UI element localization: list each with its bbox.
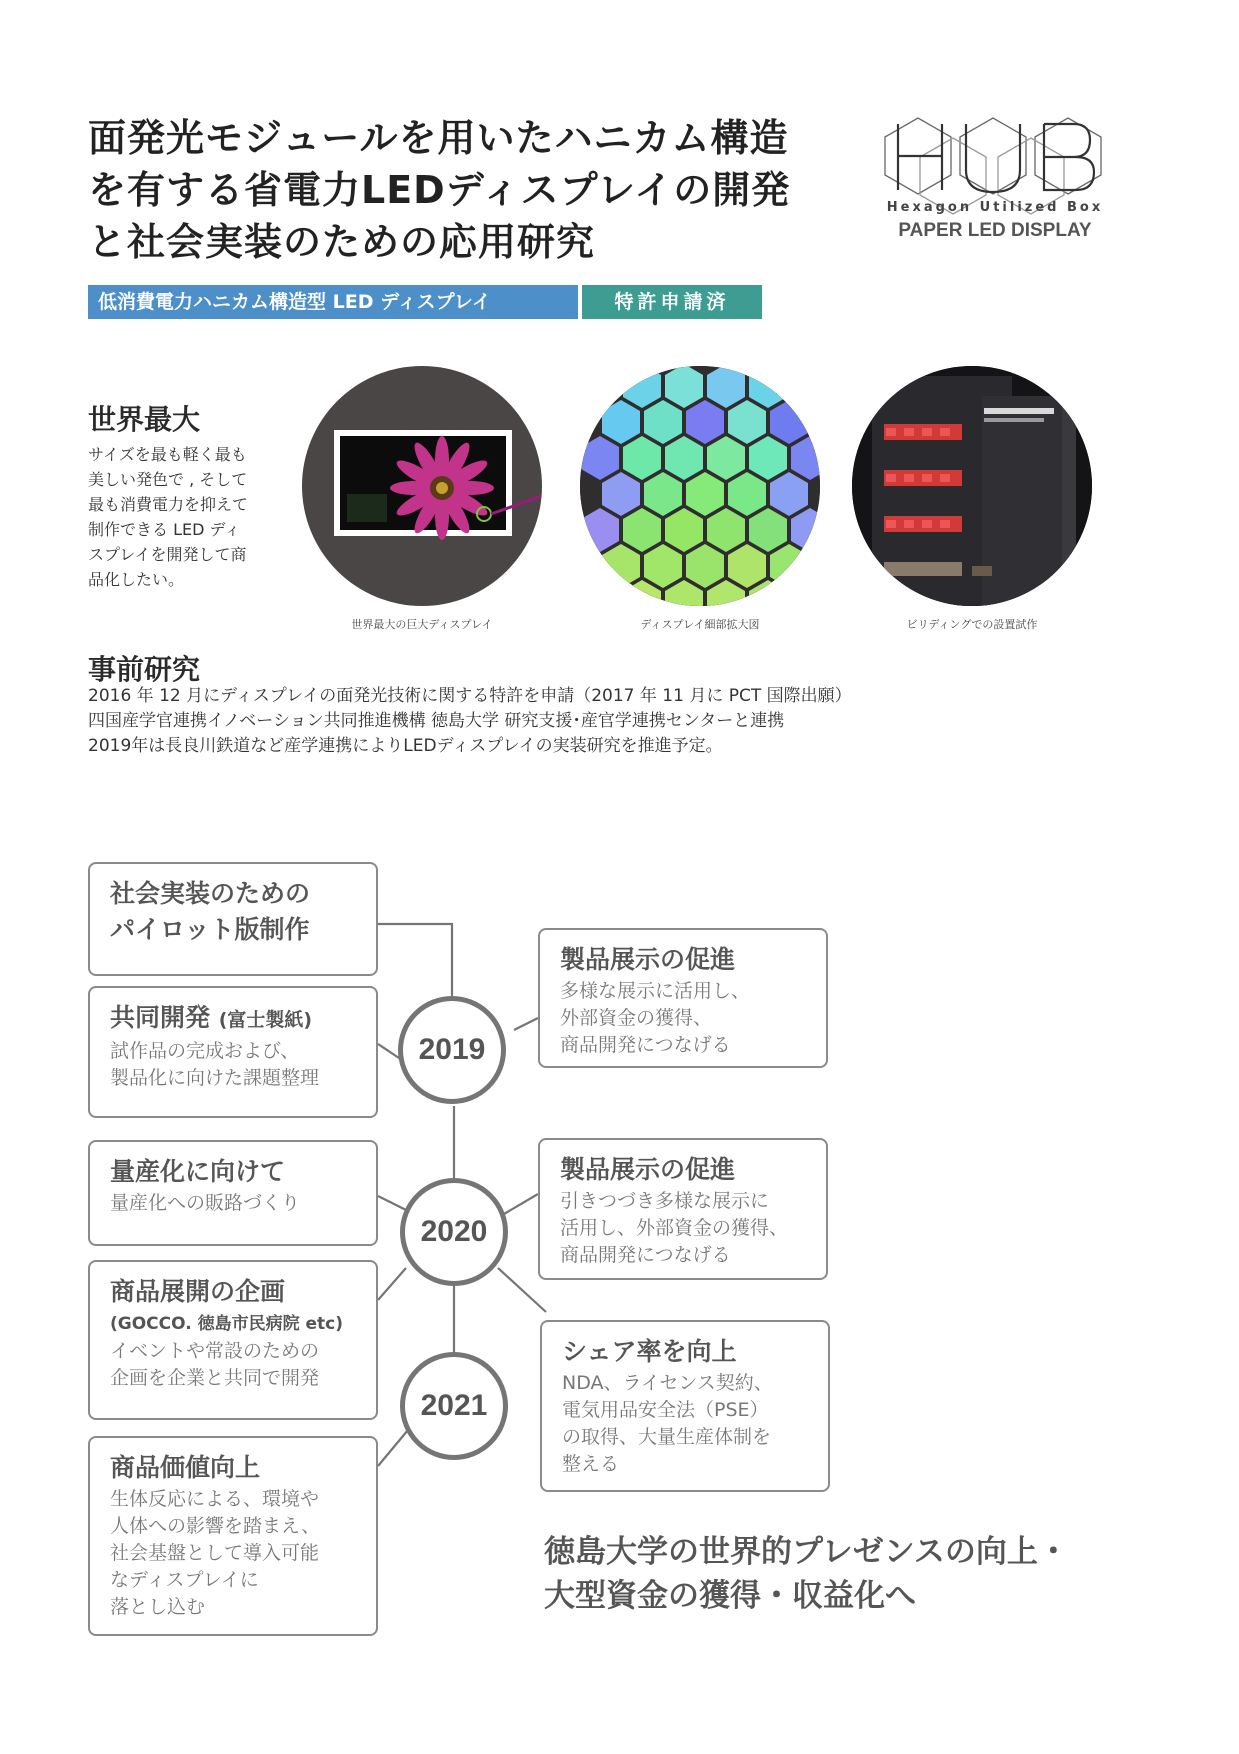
- box-body: 外部資金の獲得、: [560, 1007, 713, 1029]
- pilot-box: [88, 862, 378, 976]
- text-line: 2019年は長良川鉄道など産学連携によりLEDディスプレイの実装研究を推進予定。: [88, 736, 723, 756]
- box-body: 落とし込む: [110, 1596, 206, 1618]
- text-line: 2016 年 12 月にディスプレイの面発光技術に関する特許を申請（2017 年 11 月に PCT 国際出願）: [88, 686, 852, 706]
- title-line: 面発光モジュールを用いたハニカム構造: [88, 116, 789, 160]
- text-line: サイズを最も軽く最も: [88, 445, 247, 464]
- box-title: 製品展示の促進: [560, 1155, 736, 1184]
- box-body: 引きつづき多様な展示に: [560, 1190, 770, 1212]
- goal-line: 大型資金の獲得・収益化へ: [544, 1578, 916, 1614]
- share-box: [540, 1320, 830, 1492]
- box-title-note: (富士製紙): [218, 1009, 313, 1031]
- product-plan-box: [88, 1260, 378, 1420]
- year-2020: 2020: [400, 1178, 508, 1286]
- joint-dev-box: [88, 986, 378, 1118]
- box-title-line: [110, 1000, 356, 1038]
- box-body: NDA、ライセンス契約、: [562, 1372, 773, 1394]
- box-title: 製品展示の促進: [560, 945, 736, 974]
- box-body: 商品開発につなげる: [560, 1034, 731, 1056]
- caption-building: ビリディングでの設置試作: [906, 618, 1038, 631]
- year-2019: 2019: [398, 996, 506, 1104]
- product-tag: 低消費電力ハニカム構造型 LED ディスプレイ: [88, 285, 578, 319]
- title-line: と社会実装のための応用研究: [88, 220, 596, 264]
- mass-production-box: [88, 1140, 378, 1246]
- caption-display: 世界最大の巨大ディスプレイ: [351, 618, 493, 631]
- box-body: 試作品の完成および、: [110, 1040, 300, 1062]
- box-body: 人体への影響を踏まえ、: [110, 1515, 321, 1537]
- box-body: 生体反応による、環境や: [110, 1488, 320, 1510]
- final-goal: [544, 1530, 1069, 1618]
- year-2021: 2021: [400, 1352, 508, 1460]
- exhibit-box-2019: [538, 928, 828, 1068]
- box-body: 製品化に向けた課題整理: [110, 1067, 320, 1089]
- box-body: 整える: [562, 1453, 620, 1475]
- text-line: 四国産学官連携イノベーション共同推進機構 徳島大学 研究支援･産官学連携センターと連携: [88, 711, 785, 731]
- box-body: 社会基盤として導入可能: [110, 1542, 320, 1564]
- value-box: [88, 1436, 378, 1636]
- exhibit-box-2020: [538, 1138, 828, 1280]
- box-body: 活用し、外部資金の獲得、: [560, 1217, 789, 1239]
- patent-tag: 特許申請済: [582, 285, 762, 319]
- title-line: を有する省電力LEDディスプレイの開発: [88, 168, 791, 212]
- box-title: 共同開発: [110, 1003, 211, 1032]
- box-title: 商品展開の企画: [110, 1277, 286, 1306]
- logo-subtitle: Hexagon Utilized Box: [886, 200, 1104, 215]
- box-body: 企画を企業と共同で開発: [110, 1367, 320, 1389]
- text-line: 制作できる LED ディ: [88, 520, 241, 539]
- goal-line: 徳島大学の世界的プレゼンスの向上・: [544, 1534, 1069, 1570]
- box-title: 商品価値向上: [110, 1453, 261, 1482]
- section-heading-world: 世界最大: [88, 403, 201, 436]
- text-line: 美しい発色で , そして: [88, 470, 248, 489]
- section-heading-prior: 事前研究: [88, 653, 201, 686]
- box-body: 商品開発につなげる: [560, 1244, 731, 1266]
- box-title: 量産化に向けて: [110, 1157, 286, 1186]
- text-line: スプレイを開発して商: [88, 545, 247, 564]
- box-body: なディスプレイに: [110, 1569, 259, 1591]
- caption-closeup: ディスプレイ細部拡大図: [640, 618, 760, 631]
- box-note: (GOCCO. 徳島市民病院 etc): [110, 1314, 344, 1334]
- box-title: 社会実装のための: [110, 879, 311, 908]
- box-body: 量産化への販路づくり: [110, 1192, 301, 1214]
- text-line: 最も消費電力を抑えて: [88, 495, 249, 514]
- logo-name: PAPER LED DISPLAY: [898, 220, 1092, 241]
- box-title: パイロット版制作: [110, 915, 310, 944]
- text-line: 品化したい。: [88, 570, 185, 589]
- box-title: シェア率を向上: [562, 1337, 737, 1366]
- box-body: イベントや常設のための: [110, 1340, 320, 1362]
- box-body: の取得、大量生産体制を: [562, 1426, 772, 1448]
- box-body: 多様な展示に活用し、: [560, 980, 751, 1002]
- box-body: 電気用品安全法（PSE）: [562, 1399, 769, 1421]
